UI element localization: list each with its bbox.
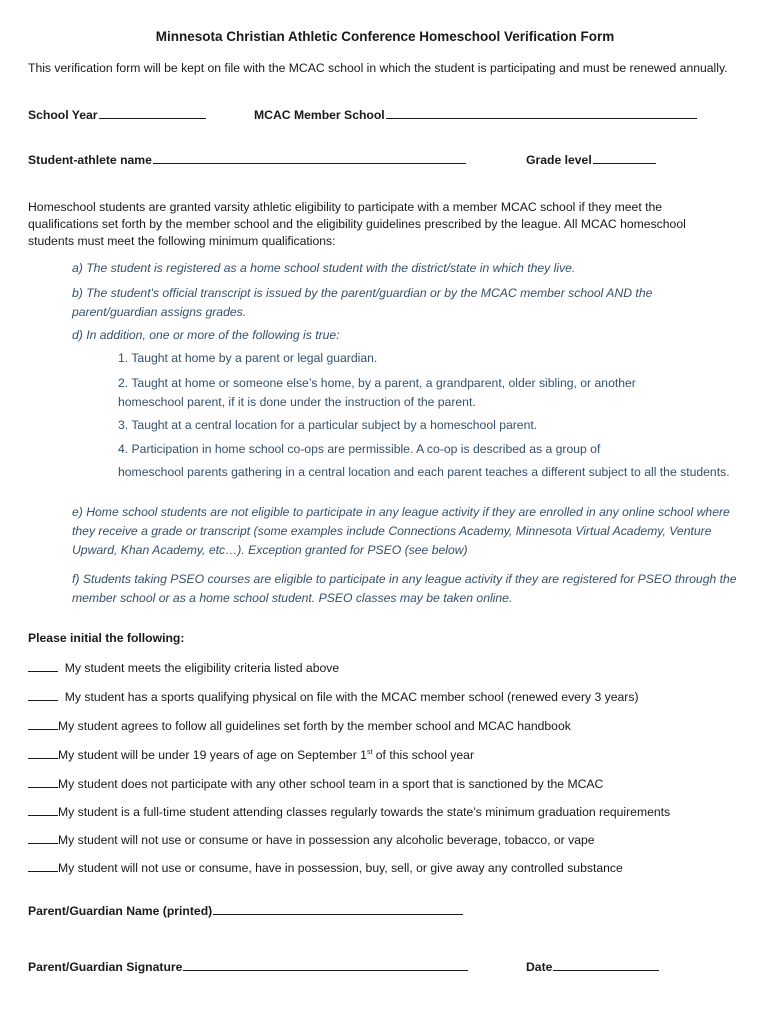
initial-text: My student will be under 19 years of age on September 1 — [58, 748, 367, 762]
initial-field[interactable] — [28, 777, 58, 788]
initial-field[interactable] — [28, 661, 58, 672]
criterion-e: e) Home school students are not eligible to participate in any league activity if they are enrolled in any online school where they receive a grade or transcript (some examples include Connections Academy, Minnesota Virtual Academy, Venture Upward, Khan Academy, etc…). Exception granted for PSEO (see below) — [72, 505, 730, 557]
initial-text: My student will not use or consume, have in possession, buy, sell, or give away any controlled substance — [58, 861, 623, 875]
grade-level-label: Grade level — [526, 153, 592, 167]
initials-heading: Please initial the following: — [28, 631, 185, 645]
criterion-d4-line1: 4. Participation in home school co-ops are permissible. A co-op is described as a group of — [118, 442, 601, 456]
member-school-label: MCAC Member School — [254, 108, 385, 122]
qualifications-intro: Homeschool students are granted varsity athletic eligibility to participate with a member MCAC school if they meet the qualifications set forth by the member school and the eligibility guidelines prescribed by the league. All MCAC homeschool students must meet the following minimum qualifications: — [28, 200, 686, 248]
student-name-label: Student-athlete name — [28, 153, 152, 167]
initial-text: My student does not participate with any other school team in a sport that is sanctioned by the MCAC — [58, 777, 604, 791]
criterion-a: a) The student is registered as a home school student with the district/state in which they live. — [72, 261, 576, 275]
grade-level-row — [526, 153, 656, 167]
criterion-d2: 2. Taught at home or someone else’s home, by a parent, a grandparent, older sibling, or another homeschool parent, if it is done under the instruction of the parent. — [118, 376, 636, 409]
criterion-f: f) Students taking PSEO courses are eligible to participate in any league activity if they are registered for PSEO through the member school or as a home school student. PSEO classes may be taken online. — [72, 572, 737, 605]
initial-row — [28, 690, 639, 704]
guardian-signature-label: Parent/Guardian Signature — [28, 960, 183, 974]
initial-text: My student is a full-time student attending classes regularly towards the state’s minimum graduation requirements — [58, 805, 671, 819]
date-row — [526, 960, 659, 974]
date-label: Date — [526, 960, 553, 974]
school-year-label: School Year — [28, 108, 98, 122]
member-school-row — [254, 108, 697, 122]
initial-row — [28, 777, 603, 791]
initial-text: My student meets the eligibility criteria listed above — [64, 661, 340, 675]
criterion-d4-line2: homeschool parents gathering in a central location and each parent teaches a different subject to all the students. — [118, 465, 730, 479]
initial-row — [28, 719, 571, 733]
initial-text: My student agrees to follow all guidelines set forth by the member school and MCAC handbook — [58, 719, 571, 733]
guardian-name-row — [28, 904, 463, 918]
guardian-name-label: Parent/Guardian Name (printed) — [28, 904, 213, 918]
initial-field[interactable] — [28, 833, 58, 844]
criterion-b: b) The student's official transcript is issued by the parent/guardian or by the MCAC member school AND the parent/guardian assigns grades. — [72, 286, 653, 319]
date-field[interactable] — [553, 969, 659, 971]
initial-row — [28, 748, 474, 762]
initial-text: My student has a sports qualifying physical on file with the MCAC member school (renewed every 3 years) — [64, 690, 639, 704]
initial-row — [28, 833, 595, 847]
initial-row — [28, 861, 623, 875]
school-year-field[interactable] — [99, 117, 206, 119]
intro-text: This verification form will be kept on file with the MCAC school in which the student is participating and must be renewed annually. — [28, 61, 728, 75]
initial-field[interactable] — [28, 719, 58, 730]
initial-text: My student will not use or consume or have in possession any alcoholic beverage, tobacco, or vape — [58, 833, 595, 847]
guardian-signature-field[interactable] — [183, 969, 468, 971]
student-name-row — [28, 153, 466, 167]
guardian-name-field[interactable] — [213, 913, 463, 915]
grade-level-field[interactable] — [593, 162, 656, 164]
initial-row — [28, 805, 670, 819]
guardian-signature-row — [28, 960, 468, 974]
member-school-field[interactable] — [386, 117, 697, 119]
initial-text-tail: of this school year — [372, 748, 475, 762]
ordinal-suffix: st — [366, 748, 373, 756]
initial-row — [28, 661, 339, 675]
initial-field[interactable] — [28, 861, 58, 872]
initial-field[interactable] — [28, 690, 58, 701]
school-year-row — [28, 108, 206, 122]
form-title: Minnesota Christian Athletic Conference Homeschool Verification Form — [155, 29, 615, 44]
criterion-d: d) In addition, one or more of the following is true: — [72, 328, 340, 342]
criterion-d1: 1. Taught at home by a parent or legal guardian. — [118, 351, 378, 365]
initial-field[interactable] — [28, 805, 58, 816]
criterion-d3: 3. Taught at a central location for a particular subject by a homeschool parent. — [118, 418, 538, 432]
initial-field[interactable] — [28, 748, 58, 759]
student-name-field[interactable] — [153, 162, 466, 164]
